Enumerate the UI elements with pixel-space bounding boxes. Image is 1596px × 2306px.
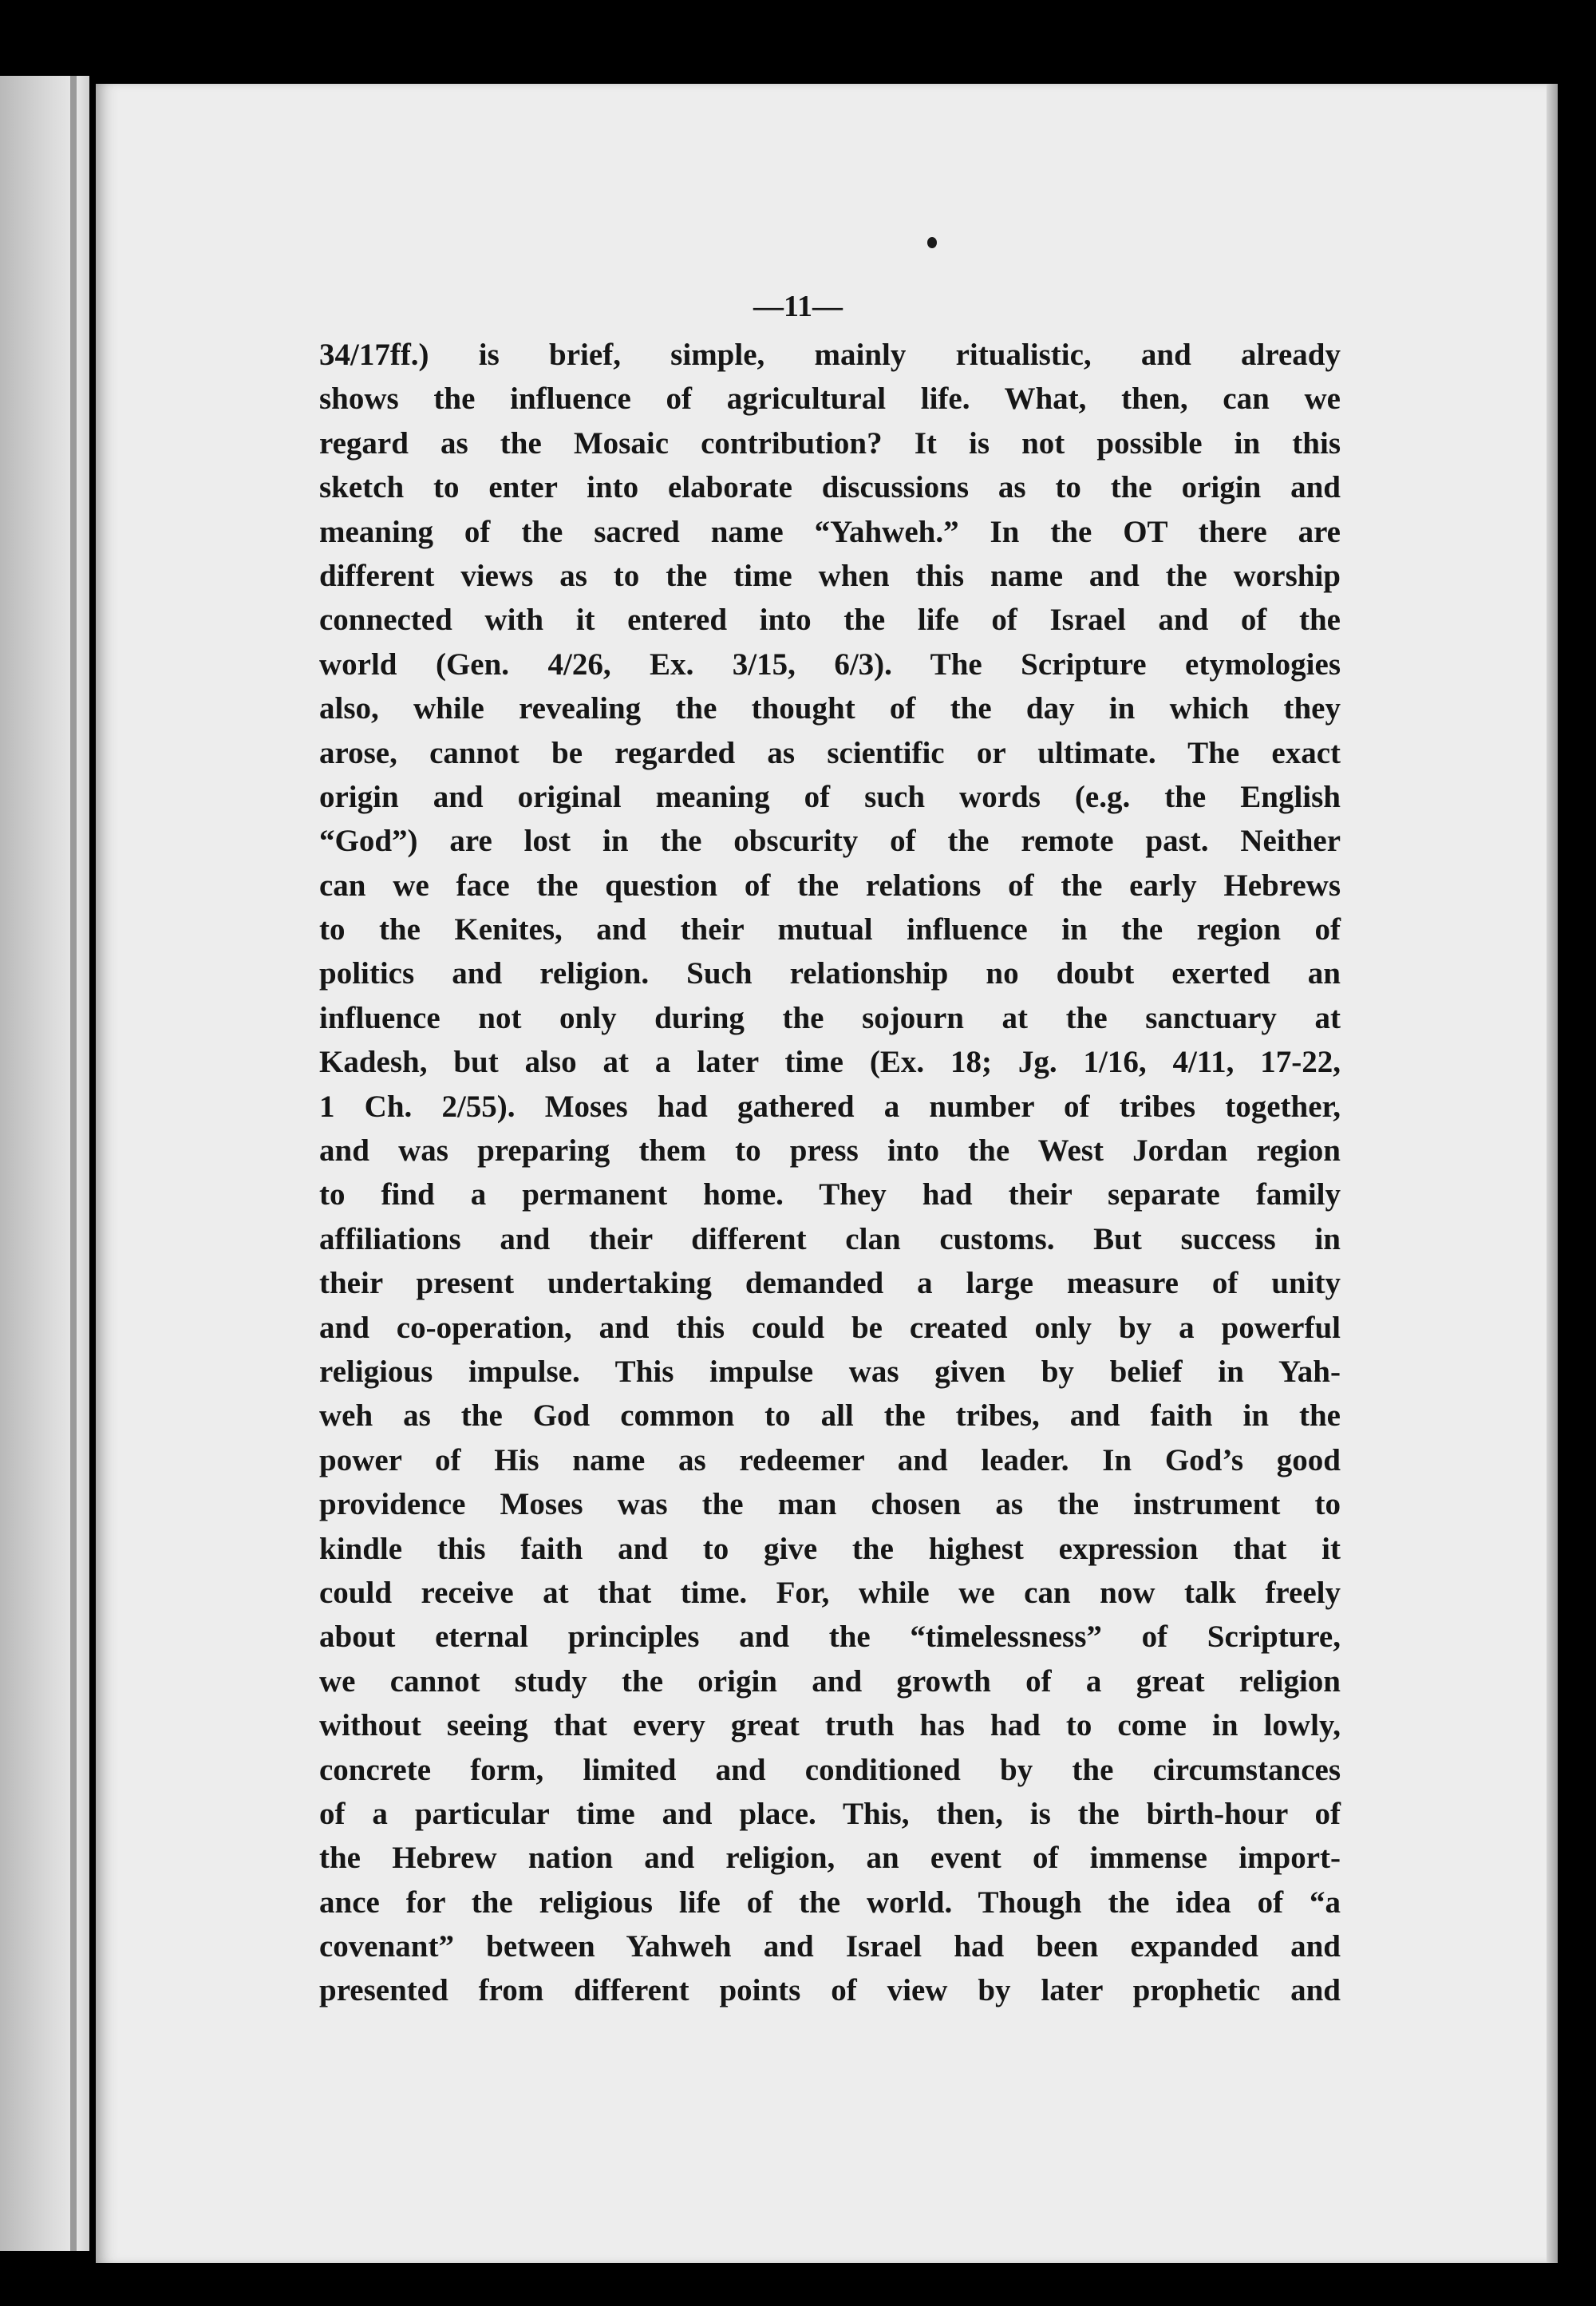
text-line: to the Kenites, and their mutual influence in the region of [319,912,1341,947]
text-line: providence Moses was the man chosen as the instrument to [319,1487,1341,1522]
text-line: and was preparing them to press into the West Jordan region [319,1133,1341,1169]
text-line: can we face the question of the relations of the early Hebrews [319,868,1341,903]
text-line: presented from different points of view by later prophetic and [319,1973,1341,2008]
text-line: power of His name as redeemer and leader. In God’s good [319,1442,1341,1477]
text-line: affiliations and their different clan customs. But success in [319,1221,1341,1256]
text-line: weh as the God common to all the tribes, and faith in the [319,1398,1341,1434]
text-line: 34/17ff.) is brief, simple, mainly ritualistic, and already [319,338,1341,372]
body-text [319,333,1341,2013]
text-line: could receive at that time. For, while we can now talk freely [319,1575,1341,1610]
text-line: to find a permanent home. They had their separate family [319,1177,1341,1212]
text-line: the Hebrew nation and religion, an event of immense import- [319,1841,1341,1876]
text-line: shows the influence of agricultural life. What, then, can we [319,382,1341,417]
facing-page-gutter [70,76,77,2251]
text-line: arose, cannot be regarded as scientific or ultimate. The exact [319,735,1341,770]
text-line: ance for the religious life of the world. Though the idea of “a [319,1885,1341,1920]
page-number: —11— [753,290,843,323]
text-line: also, while revealing the thought of the day in which they [319,691,1341,726]
text-line: about eternal principles and the “timelessness” of Scripture, [319,1620,1341,1655]
text-line: and co-operation, and this could be created only by a powerful [319,1310,1341,1345]
ink-speck [927,237,937,248]
text-line: origin and original meaning of such words (e.g. the English [319,779,1341,814]
text-line: different views as to the time when this name and the worship [319,558,1341,593]
text-line: 1 Ch. 2/55). Moses had gathered a number of tribes together, [319,1089,1341,1124]
text-line: sketch to enter into elaborate discussions as to the origin and [319,470,1341,505]
text-line: world (Gen. 4/26, Ex. 3/15, 6/3). The Scripture etymologies [319,647,1341,682]
text-line: we cannot study the origin and growth of a great religion [319,1663,1341,1699]
text-line: “God”) are lost in the obscurity of the remote past. Neither [319,824,1341,859]
text-line: Kadesh, but also at a later time (Ex. 18; Jg. 1/16, 4/11, 17-22, [319,1045,1341,1080]
text-line: kindle this faith and to give the highest expression that it [319,1531,1341,1566]
page-right-edge [1547,84,1558,2263]
text-line: without seeing that every great truth has had to come in lowly, [319,1708,1341,1743]
text-line: regard as the Mosaic contribution? It is not possible in this [319,425,1341,461]
text-line: politics and religion. Such relationship no doubt exerted an [319,956,1341,991]
text-line: concrete form, limited and conditioned by the circumstances [319,1752,1341,1787]
text-line: connected with it entered into the life of Israel and of the [319,603,1341,638]
text-line: covenant” between Yahweh and Israel had been expanded and [319,1929,1341,1964]
text-line: meaning of the sacred name “Yahweh.” In the OT there are [319,514,1341,549]
text-line: religious impulse. This impulse was given by belief in Yah- [319,1354,1341,1389]
text-line: of a particular time and place. This, then, is the birth-hour of [319,1796,1341,1831]
text-line: influence not only during the sojourn at the sanctuary at [319,1000,1341,1035]
text-line: their present undertaking demanded a large measure of unity [319,1266,1341,1301]
